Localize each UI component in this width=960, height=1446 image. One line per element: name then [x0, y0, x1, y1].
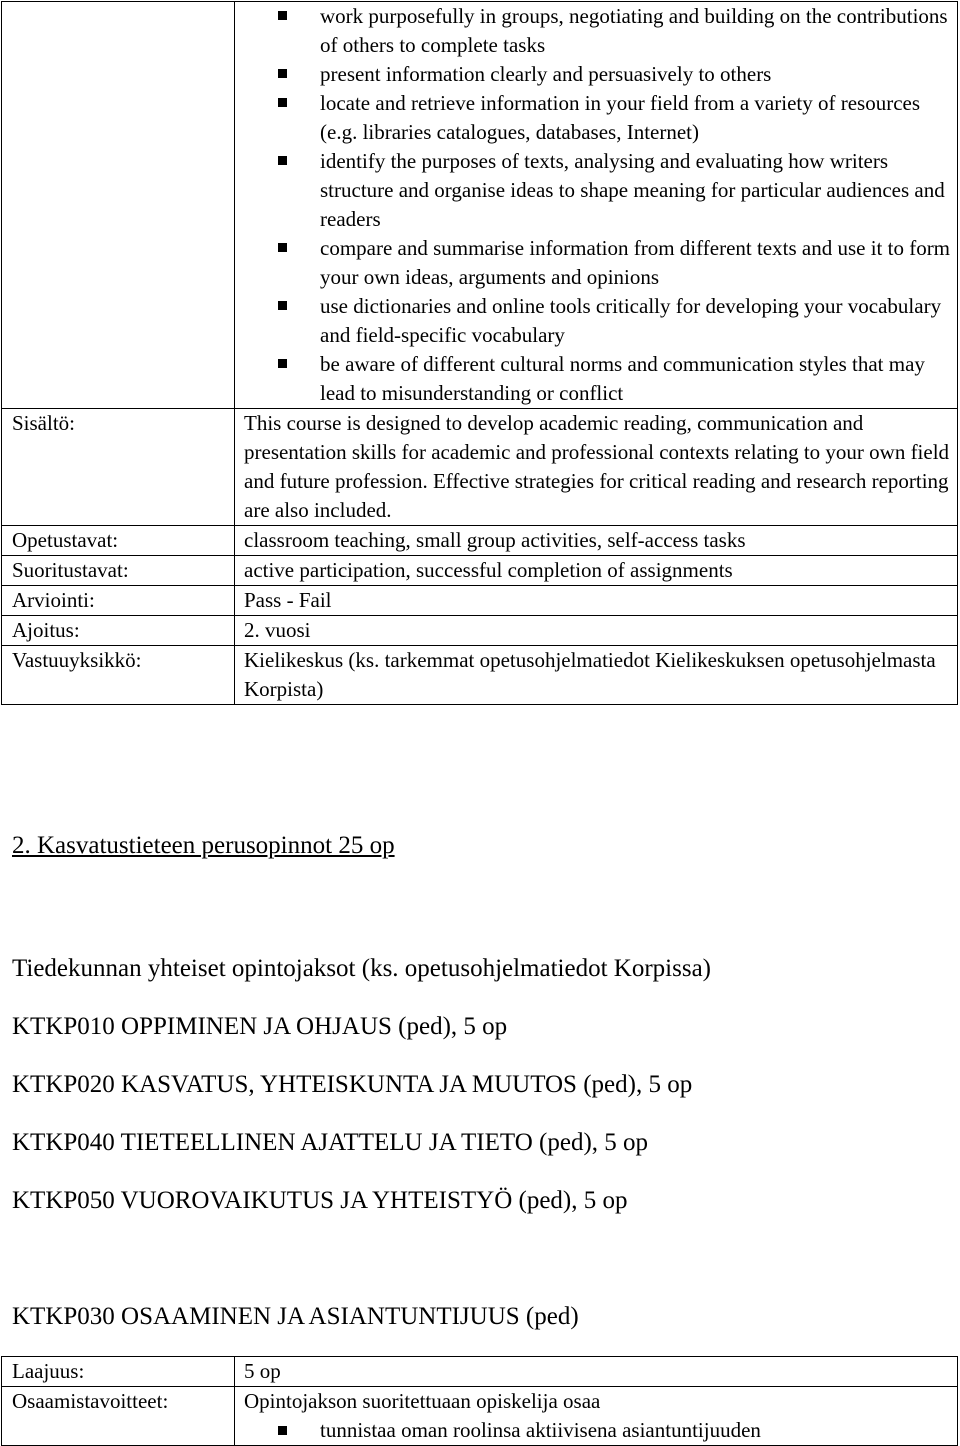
- course-heading: KTKP040 TIETEELLINEN AJATTELU JA TIETO (ped), 5 op: [12, 1129, 649, 1156]
- empty-label-cell: [2, 2, 235, 409]
- table-row: [2, 556, 958, 586]
- table-row: [2, 526, 958, 556]
- row-value: active participation, successful completion of assignments: [235, 556, 958, 586]
- outcomes-list: [244, 1416, 951, 1445]
- bullet-square-icon: [278, 69, 287, 78]
- row-value: 5 op: [235, 1357, 958, 1387]
- list-item: locate and retrieve information in your field from a variety of resources (e.g. libraries catalogues, databases, Internet): [320, 89, 951, 147]
- course-heading: KTKP010 OPPIMINEN JA OHJAUS (ped), 5 op: [12, 1013, 508, 1040]
- row-label: Laajuus:: [2, 1357, 235, 1387]
- table-row: [2, 1387, 958, 1446]
- objectives-list: [244, 2, 951, 408]
- row-label: Opetustavat:: [2, 526, 235, 556]
- row-label: Sisältö:: [2, 409, 235, 526]
- row-label: Vastuuyksikkö:: [2, 646, 235, 705]
- list-item: identify the purposes of texts, analysing and evaluating how writers structure and organise ideas to shape meaning for particular audiences and readers: [320, 147, 951, 234]
- table-row: [2, 616, 958, 646]
- course-heading: KTKP020 KASVATUS, YHTEISKUNTA JA MUUTOS (ped), 5 op: [12, 1071, 693, 1098]
- table-row: [2, 409, 958, 526]
- list-item: work purposefully in groups, negotiating and building on the contributions of others to complete tasks: [320, 2, 951, 60]
- bullet-square-icon: [278, 1426, 287, 1435]
- bullet-square-icon: [278, 98, 287, 107]
- list-item: present information clearly and persuasively to others: [320, 60, 951, 89]
- row-value: classroom teaching, small group activities, self-access tasks: [235, 526, 958, 556]
- outcomes-intro: Opintojakson suoritettuaan opiskelija osaa: [244, 1389, 601, 1413]
- bullet-square-icon: [278, 359, 287, 368]
- objectives-cell: [235, 2, 958, 409]
- course-info-table: [1, 1, 958, 705]
- bullet-square-icon: [278, 156, 287, 165]
- section-title: 2. Kasvatustieteen perusopinnot 25 op: [12, 832, 395, 859]
- list-item: be aware of different cultural norms and communication styles that may lead to misunderstanding or conflict: [320, 350, 951, 408]
- course-heading: KTKP050 VUOROVAIKUTUS JA YHTEISTYÖ (ped), 5 op: [12, 1187, 628, 1214]
- row-label: Arviointi:: [2, 586, 235, 616]
- list-item: compare and summarise information from different texts and use it to form your own ideas, arguments and opinions: [320, 234, 951, 292]
- outcomes-cell: [235, 1387, 958, 1446]
- list-item: tunnistaa oman roolinsa aktiivisena asiantuntijuuden: [320, 1416, 951, 1445]
- row-label: Ajoitus:: [2, 616, 235, 646]
- table-row: [2, 586, 958, 616]
- table-row: [2, 2, 958, 409]
- row-value: Kielikeskus (ks. tarkemmat opetusohjelmatiedot Kielikeskuksen opetusohjelmasta Korpista): [235, 646, 958, 705]
- faculty-heading: Tiedekunnan yhteiset opintojaksot (ks. opetusohjelmatiedot Korpissa): [12, 955, 711, 982]
- table-row: [2, 1357, 958, 1387]
- bullet-square-icon: [278, 301, 287, 310]
- bullet-square-icon: [278, 243, 287, 252]
- row-label: Osaamistavoitteet:: [2, 1387, 235, 1446]
- row-label: Suoritustavat:: [2, 556, 235, 586]
- course-heading: KTKP030 OSAAMINEN JA ASIANTUNTIJUUS (ped): [12, 1303, 579, 1330]
- course-details-table: [1, 1356, 958, 1446]
- table-row: [2, 646, 958, 705]
- bullet-square-icon: [278, 11, 287, 20]
- row-value: This course is designed to develop academic reading, communication and presentation skills for academic and professional contexts relating to your own field and future profession. Effective strategies for critical reading and research reporting are also included.: [235, 409, 958, 526]
- list-item: use dictionaries and online tools critically for developing your vocabulary and field-specific vocabulary: [320, 292, 951, 350]
- row-value: 2. vuosi: [235, 616, 958, 646]
- row-value: Pass - Fail: [235, 586, 958, 616]
